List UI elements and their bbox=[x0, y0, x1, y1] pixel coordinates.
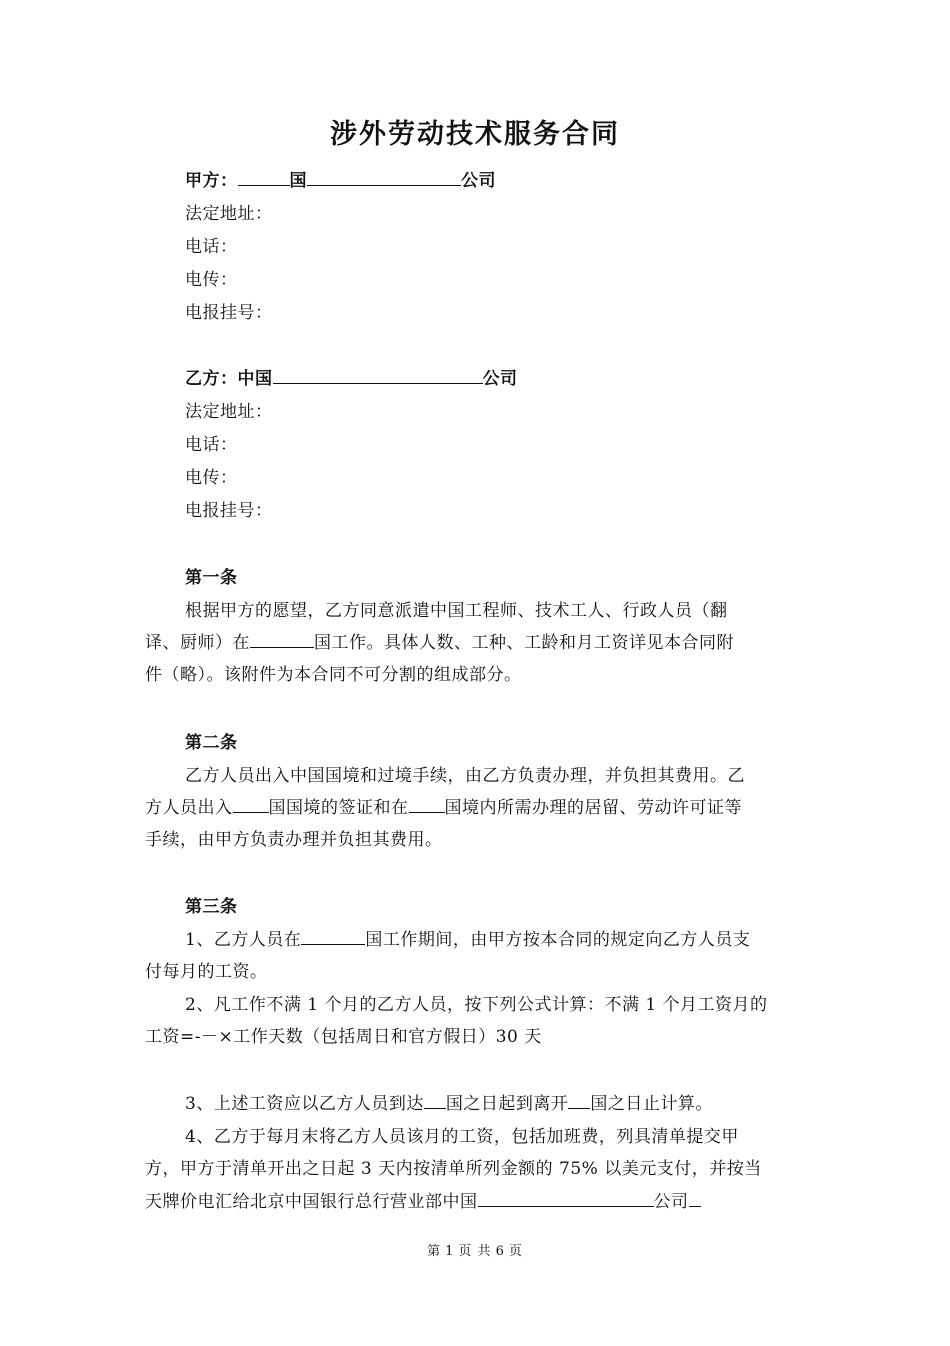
article-3-item-1-line-2: 付每月的工资。 bbox=[145, 962, 268, 982]
article-1-line-2 bbox=[145, 628, 810, 653]
article-1-line-3: 件（略）。该附件为本合同不可分割的组成部分。 bbox=[145, 665, 522, 685]
page-number: 1 bbox=[445, 1244, 455, 1259]
article-3-heading: 第三条 bbox=[185, 897, 238, 917]
blank-country bbox=[301, 929, 365, 945]
party-b-company-suffix: 公司 bbox=[482, 369, 518, 389]
blank-company bbox=[307, 170, 461, 186]
blank-country bbox=[250, 632, 314, 648]
article-3-item-4-line-2: 方，甲方于清单开出之日起 3 天内按清单所列金额的 75% 以美元支付，并按当 bbox=[145, 1159, 762, 1179]
party-b-line bbox=[185, 364, 810, 389]
party-b-address: 法定地址： bbox=[185, 402, 273, 422]
party-a-label: 甲方： bbox=[185, 171, 238, 191]
article-1-heading: 第一条 bbox=[185, 568, 238, 588]
article-2-line-1: 乙方人员出入中国国境和过境手续，由乙方负责办理，并负担其费用。乙 bbox=[185, 766, 745, 786]
party-a-phone: 电话： bbox=[185, 237, 238, 257]
party-a-line bbox=[185, 166, 810, 191]
article-2-line-3: 手续，由甲方负责办理并负担其费用。 bbox=[145, 830, 443, 850]
article-1-line-1: 根据甲方的愿望，乙方同意派遣中国工程师、技术工人、行政人员（翻 bbox=[185, 601, 728, 621]
party-a-fax: 电传： bbox=[185, 270, 238, 290]
footer-text: 页 bbox=[508, 1244, 523, 1259]
footer-text: 第 bbox=[427, 1244, 442, 1259]
party-a-cable: 电报挂号： bbox=[185, 303, 273, 323]
blank-company bbox=[478, 1191, 654, 1207]
page-total: 6 bbox=[495, 1244, 505, 1259]
party-b-cable: 电报挂号： bbox=[185, 501, 273, 521]
blank-country bbox=[238, 170, 290, 186]
blank-trailing bbox=[689, 1191, 701, 1207]
article-3-item-2-line-1: 2、凡工作不满 1 个月的乙方人员，按下列公式计算：不满 1 个月工资月的 bbox=[185, 995, 768, 1015]
article-3-item-3 bbox=[185, 1089, 810, 1114]
party-a-country-suffix: 国 bbox=[289, 171, 307, 191]
text-segment: 国工作期间，由甲方按本合同的规定向乙方人员支 bbox=[365, 930, 751, 950]
text-segment: 1、乙方人员在 bbox=[185, 930, 302, 950]
blank-country bbox=[424, 1093, 446, 1109]
text-segment: 国国境的签证和在 bbox=[268, 798, 409, 818]
article-3-item-2-line-2: 工资=-－×工作天数（包括周日和官方假日）30 天 bbox=[145, 1027, 542, 1047]
party-a-address: 法定地址： bbox=[185, 204, 273, 224]
text-segment: 国之日起到离开 bbox=[445, 1094, 569, 1114]
party-b-label: 乙方：中国 bbox=[185, 369, 273, 389]
text-segment: 3、上述工资应以乙方人员到达 bbox=[185, 1094, 424, 1114]
blank-company bbox=[273, 368, 483, 384]
text-segment: 国工作。具体人数、工种、工龄和月工资详见本合同附 bbox=[314, 633, 734, 653]
article-3-item-4-line-3 bbox=[145, 1187, 810, 1212]
party-b-fax: 电传： bbox=[185, 468, 238, 488]
text-segment: 天牌价电汇给北京中国银行总行营业部中国 bbox=[145, 1192, 478, 1212]
blank-country bbox=[409, 797, 445, 813]
footer-text: 页 共 bbox=[458, 1244, 492, 1259]
article-3-item-4-line-1: 4、乙方于每月末将乙方人员该月的工资，包括加班费，列具清单提交甲 bbox=[185, 1127, 739, 1147]
blank-country bbox=[568, 1093, 590, 1109]
party-a-company-suffix: 公司 bbox=[461, 171, 496, 191]
text-segment: 方人员出入 bbox=[145, 798, 233, 818]
article-2-heading: 第二条 bbox=[185, 733, 238, 753]
page-footer bbox=[0, 1240, 950, 1259]
article-2-line-2 bbox=[145, 793, 810, 818]
text-segment: 国境内所需办理的居留、劳动许可证等 bbox=[444, 798, 742, 818]
text-segment: 译、厨师）在 bbox=[145, 633, 250, 653]
text-segment: 公司 bbox=[653, 1192, 689, 1212]
text-segment: 国之日止计算。 bbox=[590, 1094, 713, 1114]
blank-country bbox=[233, 797, 269, 813]
page-title: 涉外劳动技术服务合同 bbox=[330, 119, 620, 150]
party-b-phone: 电话： bbox=[185, 435, 238, 455]
article-3-item-1-line-1 bbox=[185, 925, 810, 950]
